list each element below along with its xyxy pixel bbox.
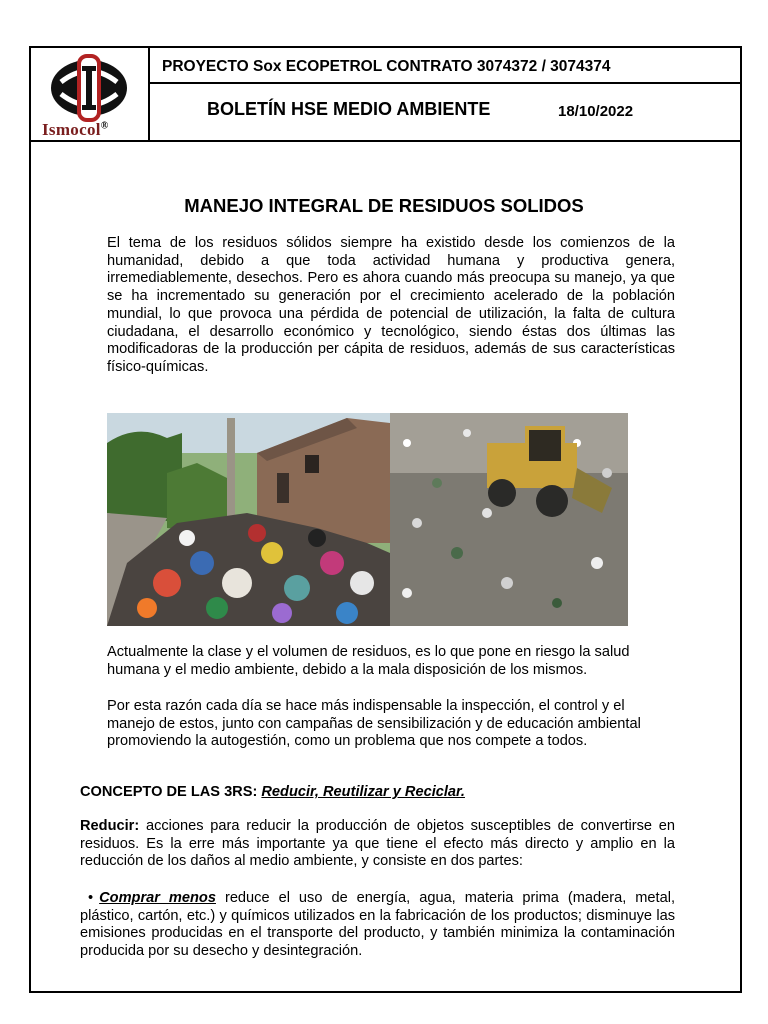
- intro-paragraph: El tema de los residuos sólidos siempre ha existido desde los comienzos de la humanidad, debido a que toda actividad humana y productiva genera, irremediablemente, desechos. Pero es ahora cuando más preocupa su manejo, ya que se ha incrementado su generación por el crecimiento acelerado de la población mundial, lo que provoca una pérdida de potencial de utilización, la falta de cultura ciudadana, el desarrollo económico y tecnológico, siendo éstas dos últimas las modificadoras de la producción per cápita de residuos, además de sus características físico-químicas.: [107, 235, 675, 375]
- bullet-comprar-menos: [80, 890, 675, 961]
- project-row: [150, 48, 740, 84]
- reducir-paragraph: [80, 818, 675, 871]
- bullet-text: reduce el uso de energía, agua, materia prima (madera, metal, plástico, cartón, etc.) y químicos utilizados en la fabricación de los productos; disminuye las emisiones producidas en el transporte del producto, y también minimiza la contaminación producida por su desecho y desintegración.: [80, 890, 675, 960]
- concept-items: Reducir, Reutilizar y Reciclar.: [261, 784, 465, 800]
- page-title: MANEJO INTEGRAL DE RESIDUOS SOLIDOS: [184, 195, 584, 216]
- reducir-text: acciones para reducir la producción de objetos susceptibles de convertirse en residuos. Es la erre más importante ya que tiene el efecto más directo y amplio en la reducción de los daños al medio ambiente, y consiste en dos partes:: [80, 818, 675, 870]
- concept-heading: [80, 784, 680, 802]
- logo-wordmark: Ismocol®: [42, 120, 109, 139]
- risk-paragraph: Actualmente la clase y el volumen de residuos, es lo que pone en riesgo la salud humana y el medio ambiente, debido a la mala disposición de los mismos.: [107, 644, 630, 678]
- bullet-icon: •: [88, 890, 94, 906]
- ismocol-logo-icon: [41, 52, 141, 124]
- project-title: PROYECTO Sox ECOPETROL CONTRATO 3074372 / 3074374: [162, 58, 611, 75]
- management-paragraph: Por esta razón cada día se hace más indispensable la inspección, el control y el manejo de estos, junto con campañas de sensibilización y de educación ambiental promoviendo la autogestión, como un problema que nos compete a todos.: [107, 698, 641, 750]
- street-garbage-pile-image: [107, 413, 390, 626]
- concept-label: CONCEPTO DE LAS 3RS:: [80, 784, 262, 800]
- bulletin-title: BOLETÍN HSE MEDIO AMBIENTE: [207, 99, 491, 119]
- bullet-label: Comprar menos: [99, 890, 216, 906]
- landfill-bulldozer-image: [390, 413, 628, 626]
- logo-cell: [31, 48, 150, 140]
- bulletin-row: [150, 84, 740, 140]
- document-header: [31, 48, 740, 142]
- bulletin-date: 18/10/2022: [558, 103, 634, 120]
- waste-photos: [107, 413, 628, 626]
- reducir-label: Reducir:: [80, 818, 140, 834]
